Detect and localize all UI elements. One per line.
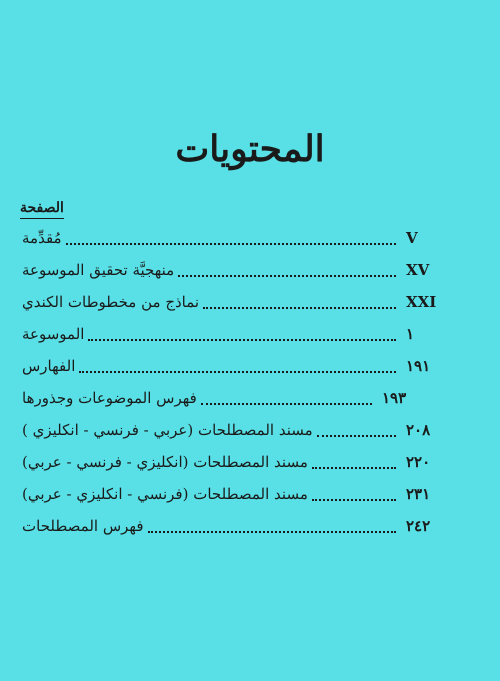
dot-leader (178, 274, 396, 277)
toc-entry-title: مسند المصطلحات (عربي - فرنسي - انكليزي ) (22, 421, 313, 439)
toc-entry-title: منهجيَّة تحقيق الموسوعة (22, 261, 175, 279)
dot-leader (312, 466, 396, 469)
toc-entry-page: ٢٢٠ (406, 453, 431, 471)
toc-entry-page: ١٩٣ (382, 389, 407, 407)
table-of-contents (16, 222, 464, 542)
toc-entry[interactable] (16, 414, 464, 446)
toc-entry-title: مُقدِّمة (22, 229, 62, 247)
dot-leader (203, 306, 396, 309)
toc-entry-page: ٢٤٢ (406, 517, 431, 535)
toc-entry-title: نماذج من مخطوطات الكندي (22, 293, 200, 311)
dot-leader (79, 370, 396, 373)
toc-entry-page: ١ (406, 325, 415, 343)
dot-leader (148, 530, 396, 533)
toc-entry-page: ٢٣١ (406, 485, 431, 503)
toc-entry-title: فهرس الموضوعات وجذورها (22, 389, 197, 407)
dot-leader (312, 498, 396, 501)
toc-entry-page: ٢٠٨ (406, 421, 431, 439)
toc-entry[interactable] (16, 478, 464, 510)
toc-entry-title: مسند المصطلحات (فرنسي - انكليزي - عربي) (22, 485, 308, 503)
page-column-header: الصفحة (20, 200, 64, 219)
toc-entry[interactable] (16, 286, 464, 318)
toc-subentry[interactable] (16, 382, 464, 414)
toc-entry[interactable] (16, 222, 464, 254)
toc-entry-page: ١٩١ (406, 357, 431, 375)
toc-entry[interactable] (16, 510, 464, 542)
toc-entry[interactable] (16, 254, 464, 286)
toc-entry-page: XV (406, 261, 430, 279)
dot-leader (66, 242, 396, 245)
toc-entry-title: الموسوعة (22, 325, 85, 343)
toc-entry-title: الفهارس (22, 357, 76, 375)
toc-entry[interactable] (16, 318, 464, 350)
dot-leader (201, 402, 372, 405)
toc-entry-title: فهرس المصطلحات (22, 517, 144, 535)
toc-entry[interactable] (16, 350, 464, 382)
toc-entry-page: V (406, 229, 418, 247)
dot-leader (317, 434, 396, 437)
toc-entry-title: مسند المصطلحات (انكليزي - فرنسي - عربي) (22, 453, 308, 471)
toc-entry-page: XXI (406, 293, 437, 311)
page-title: المحتويات (175, 128, 325, 170)
dot-leader (88, 338, 396, 341)
toc-entry[interactable] (16, 446, 464, 478)
